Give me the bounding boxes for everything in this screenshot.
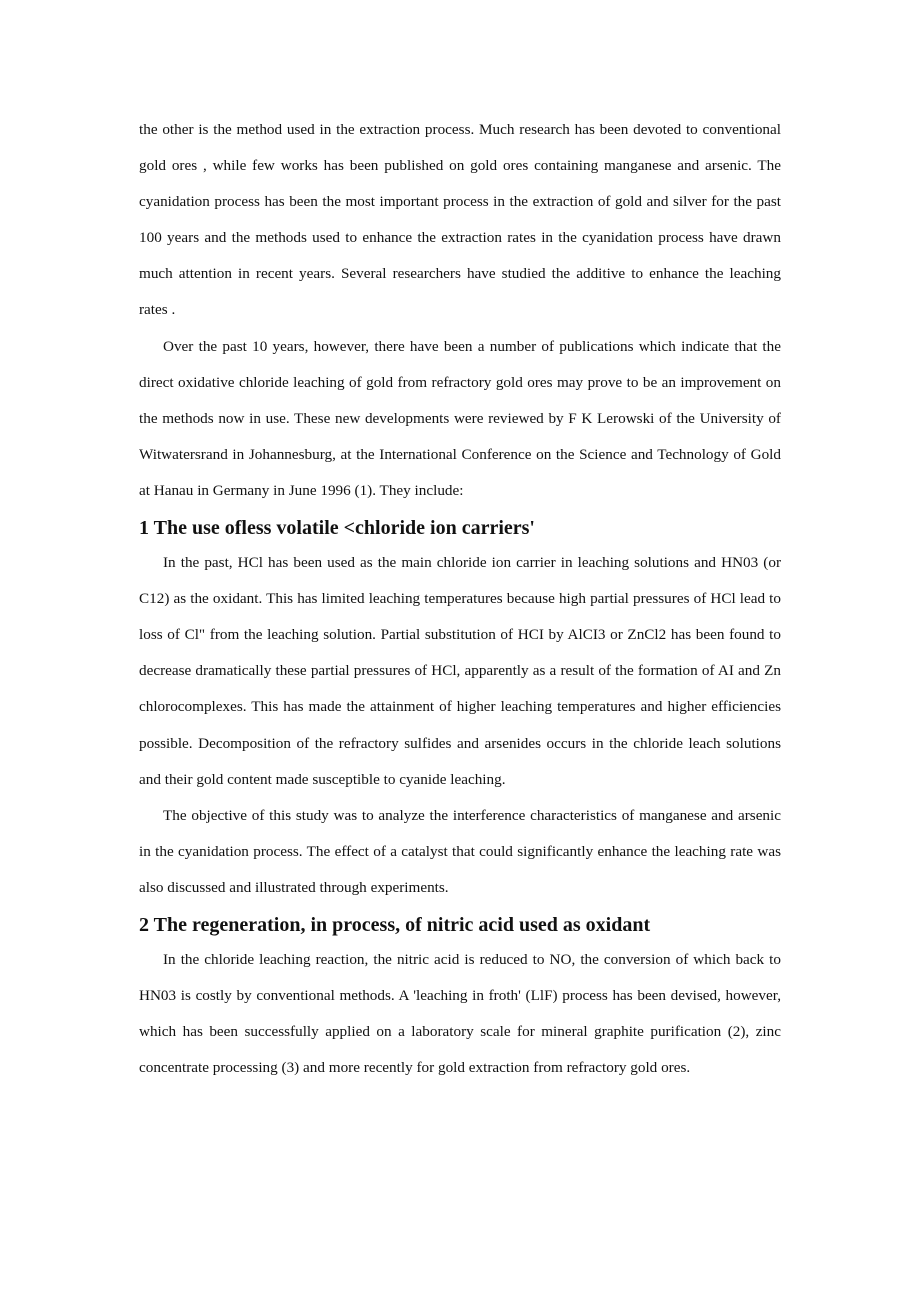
section-heading: 1 The use ofless volatile <chloride ion carriers' [139, 517, 535, 540]
paragraph: In the past, HCl has been used as the main chloride ion carrier in leaching solutions and HN03 (or C12) as the oxidant. This has limited leaching temperatures because high partial pressures of HCl lead to loss of Cl" from the leaching solution. Partial substitution of HCI by AlCI3 or ZnCl2 has been found to decrease dramatically these partial pressures of HCl, apparently as a result of the formation of AI and Zn chlorocomplexes. This has made the attainment of higher leaching temperatures and higher efficiencies possible. Decomposition of the refractory sulfides and arsenides occurs in the chloride leach solutions and their gold content made susceptible to cyanide leaching. [139, 554, 781, 788]
paragraph: Over the past 10 years, however, there have been a number of publications which indicate that the direct oxidative chloride leaching of gold from refractory gold ores may prove to be an improvement on the methods now in use. These new developments were reviewed by F K Lerowski of the University of Witwatersrand in Johannesburg, at the International Conference on the Science and Technology of Gold at Hanau in Germany in June 1996 (1). They include: [139, 337, 781, 499]
paragraph: the other is the method used in the extraction process. Much research has been devoted to conventional gold ores , while few works has been published on gold ores containing manganese and arsenic. The cyanidation process has been the most important process in the extraction of gold and silver for the past 100 years and the methods used to enhance the extraction rates in the cyanidation process have drawn much attention in recent years. Several researchers have studied the additive to enhance the leaching rates . [139, 121, 781, 319]
paragraph: In the chloride leaching reaction, the nitric acid is reduced to NO, the conversion of which back to HN03 is costly by conventional methods. A 'leaching in froth' (LlF) process has been devised, however, which has been successfully applied on a laboratory scale for mineral graphite purification (2), zinc concentrate processing (3) and more recently for gold extraction from refractory gold ores. [139, 950, 781, 1077]
paragraph: The objective of this study was to analyze the interference characteristics of manganese and arsenic in the cyanidation process. The effect of a catalyst that could significantly enhance the leaching rate was also discussed and illustrated through experiments. [139, 806, 781, 896]
section-heading: 2 The regeneration, in process, of nitric acid used as oxidant [139, 913, 651, 936]
document-page [139, 112, 781, 1086]
